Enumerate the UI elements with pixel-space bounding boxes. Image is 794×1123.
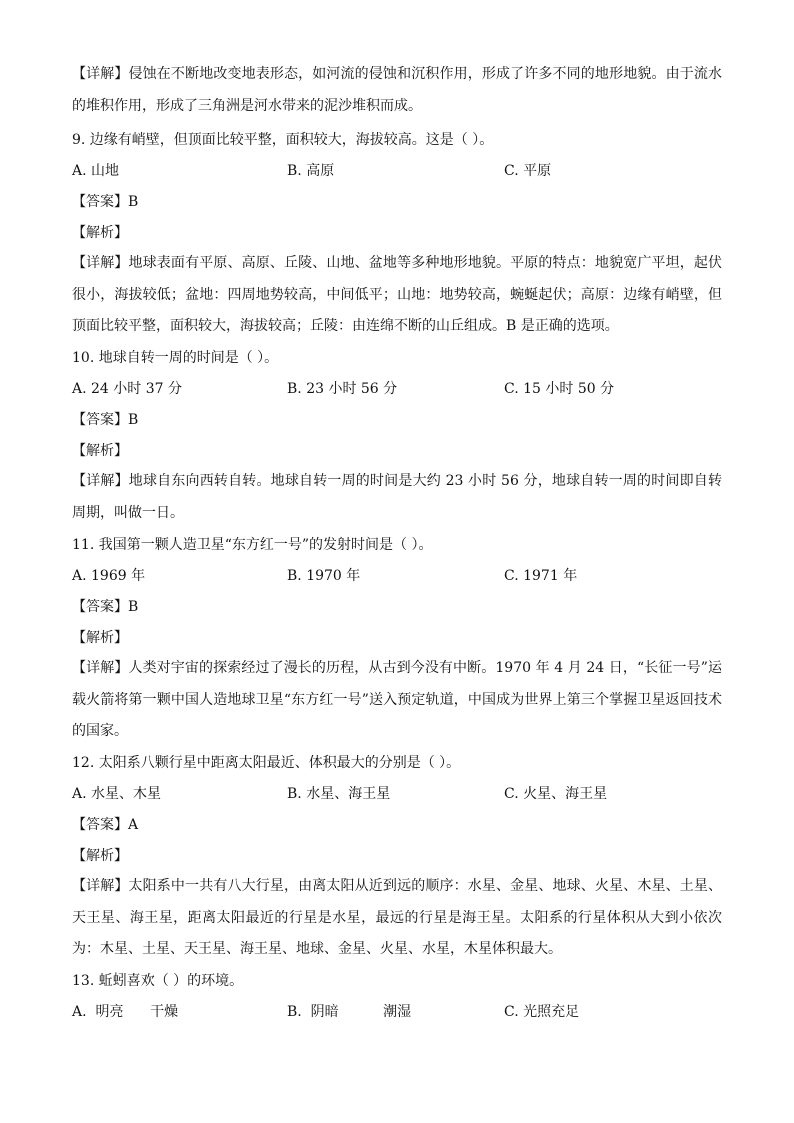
q10-option-a: A. 24 小时 37 分 [72,381,182,397]
q11-option-a: A. 1969 年 [72,568,146,584]
q10-option-b: B. 23 小时 56 分 [287,381,398,397]
q9-analysis: 【解析】 [72,225,128,241]
q9-options [72,161,722,181]
q12-answer: 【答案】A [72,817,139,833]
q11-answer: 【答案】B [72,599,139,615]
q11-stem: 11. 我国第一颗人造卫星“东方红一号”的发射时间是（ ）。 [72,537,433,553]
q11-options [72,566,722,586]
q10-stem: 10. 地球自转一周的时间是（ ）。 [72,350,279,366]
q9-detail: 【详解】地球表面有平原、高原、丘陵、山地、盆地等多种地形地貌。平原的特点：地貌宽广平坦，起伏很小，海拔较低；盆地：四周地势较高，中间低平；山地：地势较高，蜿蜒起伏；高原：边缘有峭壁，但顶面比较平整，面积较大，海拔较高；丘陵：由连绵不断的山丘组成。B 是正确的选项。 [72,255,722,334]
q12-detail: 【详解】太阳系中一共有八大行星，由离太阳从近到远的顺序：水星、金星、地球、火星、木星、土星、天王星、海王星，距离太阳最近的行星是水星，最远的行星是海王星。太阳系的行星体积从大到小依次为：木星、土星、天王星、海王星、地球、金星、火星、水星，木星体积最大。 [72,878,722,957]
q9-option-a: A. 山地 [72,163,120,179]
q12-option-c: C. 火星、海王星 [504,786,608,802]
q10-answer: 【答案】B [72,412,139,428]
q9-stem: 9. 边缘有峭壁，但顶面比较平整，面积较大，海拔较高。这是（ ）。 [72,132,494,148]
q13-option-a: A. 明亮 干燥 [72,1004,179,1020]
q9-option-b: B. 高原 [287,163,335,179]
q11-option-b: B. 1970 年 [287,568,361,584]
q13-stem: 13. 蚯蚓喜欢（ ）的环境。 [72,973,244,989]
q11-detail: 【详解】人类对宇宙的探索经过了漫长的历程，从古到今没有中断。1970 年 4 月 24 日，“长征一号”运载火箭将第一颗中国人造地球卫星“东方红一号”送入预定轨道，中国成为世界上第三个掌握卫星返回技术的国家。 [72,660,722,739]
q11-analysis: 【解析】 [72,630,128,646]
q10-detail: 【详解】地球自东向西转自转。地球自转一周的时间是大约 23 小时 56 分，地球自转一周的时间即自转周期，叫做一日。 [72,473,722,521]
q10-options [72,379,722,399]
q12-analysis: 【解析】 [72,848,128,864]
q12-option-b: B. 水星、海王星 [287,786,391,802]
q9-option-c: C. 平原 [504,163,552,179]
q10-analysis: 【解析】 [72,443,128,459]
q12-stem: 12. 太阳系八颗行星中距离太阳最近、体积最大的分别是（ ）。 [72,755,461,771]
q12-option-a: A. 水星、木星 [72,786,162,802]
q12-options [72,784,722,804]
q13-option-b: B. 阴暗 潮湿 [287,1004,412,1020]
q13-options [72,1002,722,1022]
q13-option-c: C. 光照充足 [504,1004,580,1020]
q11-option-c: C. 1971 年 [504,568,578,584]
q8-detail: 【详解】侵蚀在不断地改变地表形态，如河流的侵蚀和沉积作用，形成了许多不同的地形地貌。由于流水的堆积作用，形成了三角洲是河水带来的泥沙堆积而成。 [72,66,722,114]
q10-option-c: C. 15 小时 50 分 [504,381,615,397]
q9-answer: 【答案】B [72,194,139,210]
